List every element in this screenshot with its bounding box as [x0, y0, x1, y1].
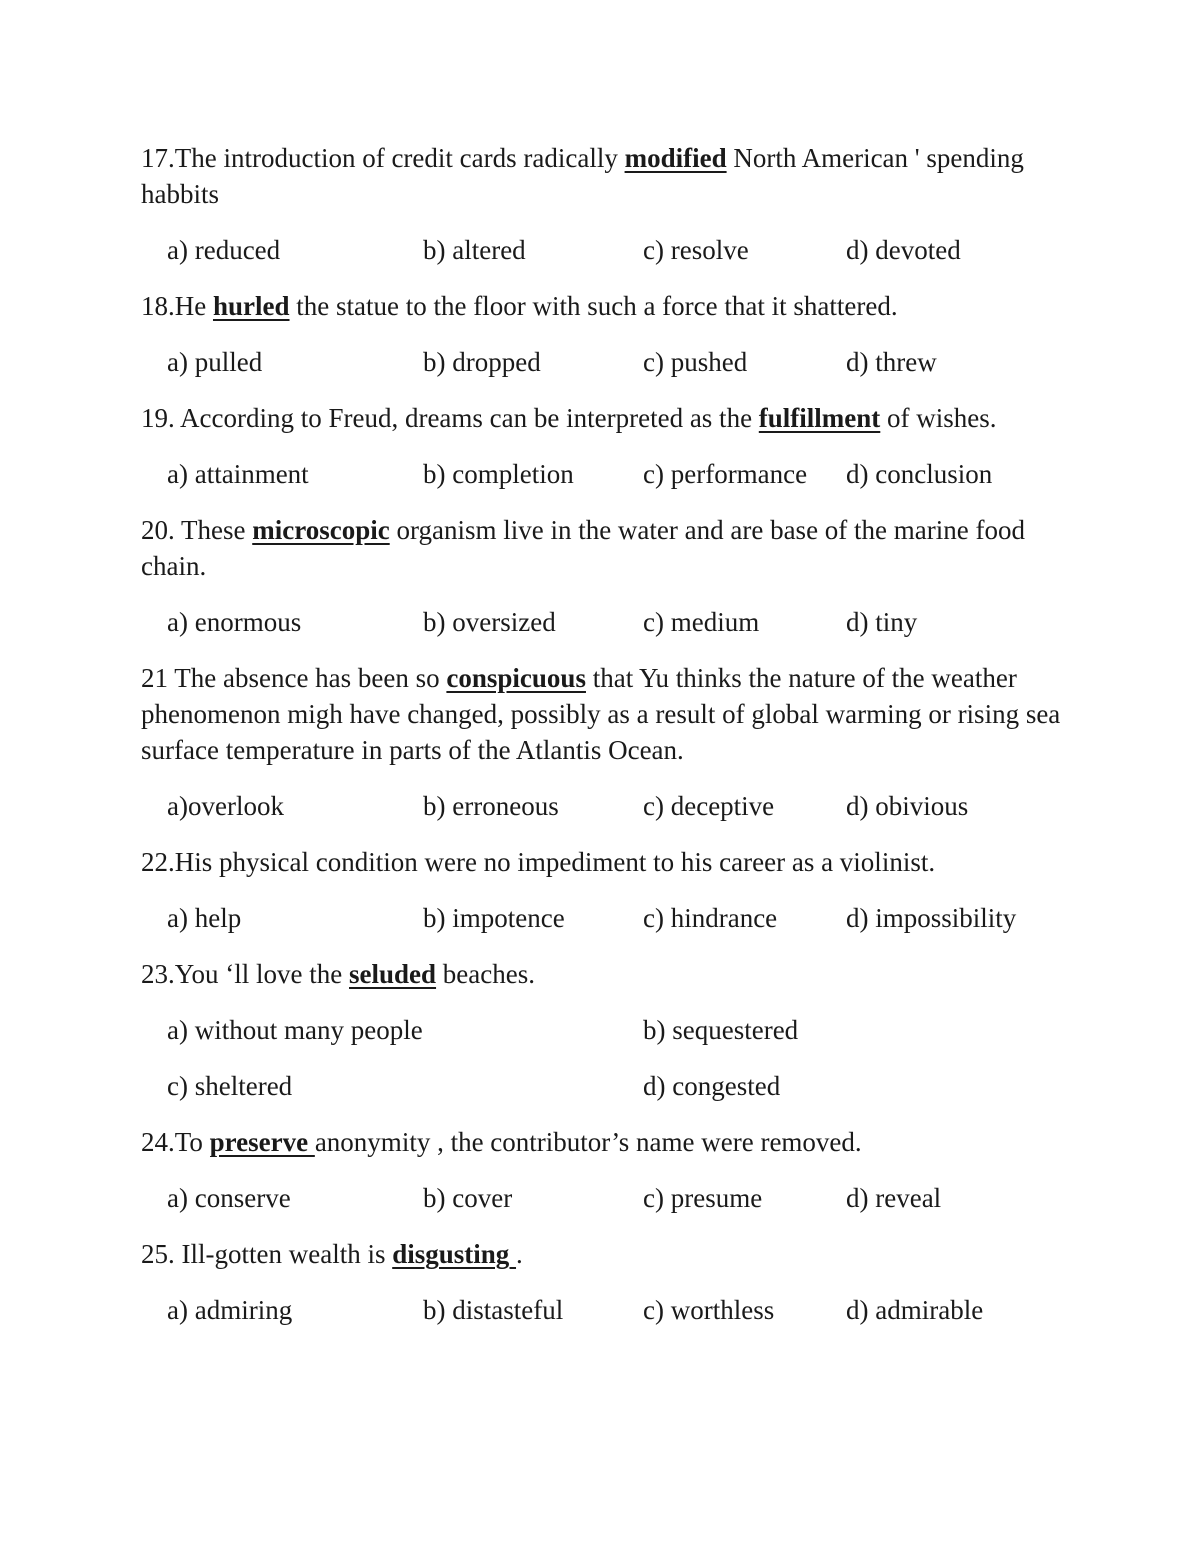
keyword: seluded	[349, 959, 437, 989]
option-d: d) tiny	[846, 607, 918, 637]
question-24-line-1	[141, 1124, 862, 1160]
question-text: 23.You ‘ll love the	[141, 959, 350, 989]
option-c: c) deceptive	[643, 791, 775, 821]
question-text: beaches.	[436, 959, 535, 989]
option-c: c) pushed	[643, 347, 748, 377]
question-20-line-1	[141, 512, 1025, 548]
question-21-line-3	[141, 732, 684, 768]
option-c: c) medium	[643, 607, 760, 637]
option-c: c) resolve	[643, 235, 749, 265]
question-text: 20. These	[141, 515, 253, 545]
option-b: b) distasteful	[423, 1295, 564, 1325]
option-d: d) threw	[846, 347, 937, 377]
option-d: d) conclusion	[846, 459, 993, 489]
question-text: 24.To	[141, 1127, 210, 1157]
option-a: a) attainment	[167, 459, 309, 489]
question-text: 18.He	[141, 291, 213, 321]
option-b: b) cover	[423, 1183, 513, 1213]
option-a: a) admiring	[167, 1295, 293, 1325]
question-text: chain.	[141, 551, 207, 581]
option-b: b) sequestered	[643, 1015, 799, 1045]
question-23-line-1	[141, 956, 535, 992]
keyword: fulfillment	[758, 403, 881, 433]
option-a: a) conserve	[167, 1183, 291, 1213]
question-22-line-1	[141, 844, 935, 880]
option-d: d) admirable	[846, 1295, 984, 1325]
question-text: anonymity , the contributor’s name were removed.	[314, 1127, 862, 1157]
option-c: c) presume	[643, 1183, 763, 1213]
question-text: phenomenon migh have changed, possibly as a result of global warming or rising sea	[141, 699, 1061, 729]
option-a: a) help	[167, 903, 242, 933]
option-a: a) pulled	[167, 347, 263, 377]
option-a: a) reduced	[167, 235, 281, 265]
question-text: 19. According to Freud, dreams can be interpreted as the	[141, 403, 759, 433]
option-a: a) without many people	[167, 1015, 423, 1045]
question-25-line-1	[141, 1236, 523, 1272]
option-b: b) impotence	[423, 903, 565, 933]
option-b: b) oversized	[423, 607, 556, 637]
keyword: preserve	[209, 1127, 315, 1157]
question-text: 25. Ill-gotten wealth is	[141, 1239, 393, 1269]
keyword: conspicuous	[446, 663, 586, 693]
option-a: a)overlook	[167, 791, 284, 821]
question-text: .	[516, 1239, 523, 1269]
question-21-line-1	[141, 660, 1017, 696]
question-17-line-1	[141, 140, 1024, 176]
option-d: d) impossibility	[846, 903, 1017, 933]
option-b: b) altered	[423, 235, 526, 265]
question-18-line-1	[141, 288, 898, 324]
option-c: c) performance	[643, 459, 808, 489]
option-d: d) congested	[643, 1071, 781, 1101]
option-c: c) hindrance	[643, 903, 778, 933]
keyword: hurled	[212, 291, 290, 321]
question-text: surface temperature in parts of the Atlantis Ocean.	[141, 735, 684, 765]
question-text: that Yu thinks the nature of the weather	[585, 663, 1017, 693]
option-b: b) dropped	[423, 347, 541, 377]
option-d: d) reveal	[846, 1183, 942, 1213]
question-19-line-1	[141, 400, 997, 436]
question-text: North American ' spending	[726, 143, 1024, 173]
question-21-line-2	[141, 696, 1060, 732]
option-c: c) worthless	[643, 1295, 775, 1325]
question-17-line-2	[141, 176, 219, 212]
question-text: 22.His physical condition were no impediment to his career as a violinist.	[141, 847, 936, 877]
option-b: b) erroneous	[423, 791, 559, 821]
keyword: disgusting	[392, 1239, 517, 1269]
keyword: modified	[624, 143, 727, 173]
question-text: habbits	[141, 179, 219, 209]
question-text: 21 The absence has been so	[141, 663, 447, 693]
question-text: of wishes.	[880, 403, 997, 433]
option-d: d) obivious	[846, 791, 969, 821]
question-text: organism live in the water and are base of the marine food	[389, 515, 1025, 545]
question-20-line-2	[141, 548, 206, 584]
option-c: c) sheltered	[167, 1071, 293, 1101]
option-d: d) devoted	[846, 235, 961, 265]
question-text: 17.The introduction of credit cards radically	[141, 143, 625, 173]
option-b: b) completion	[423, 459, 574, 489]
question-text: the statue to the floor with such a force that it shattered.	[289, 291, 898, 321]
keyword: microscopic	[252, 515, 390, 545]
option-a: a) enormous	[167, 607, 302, 637]
